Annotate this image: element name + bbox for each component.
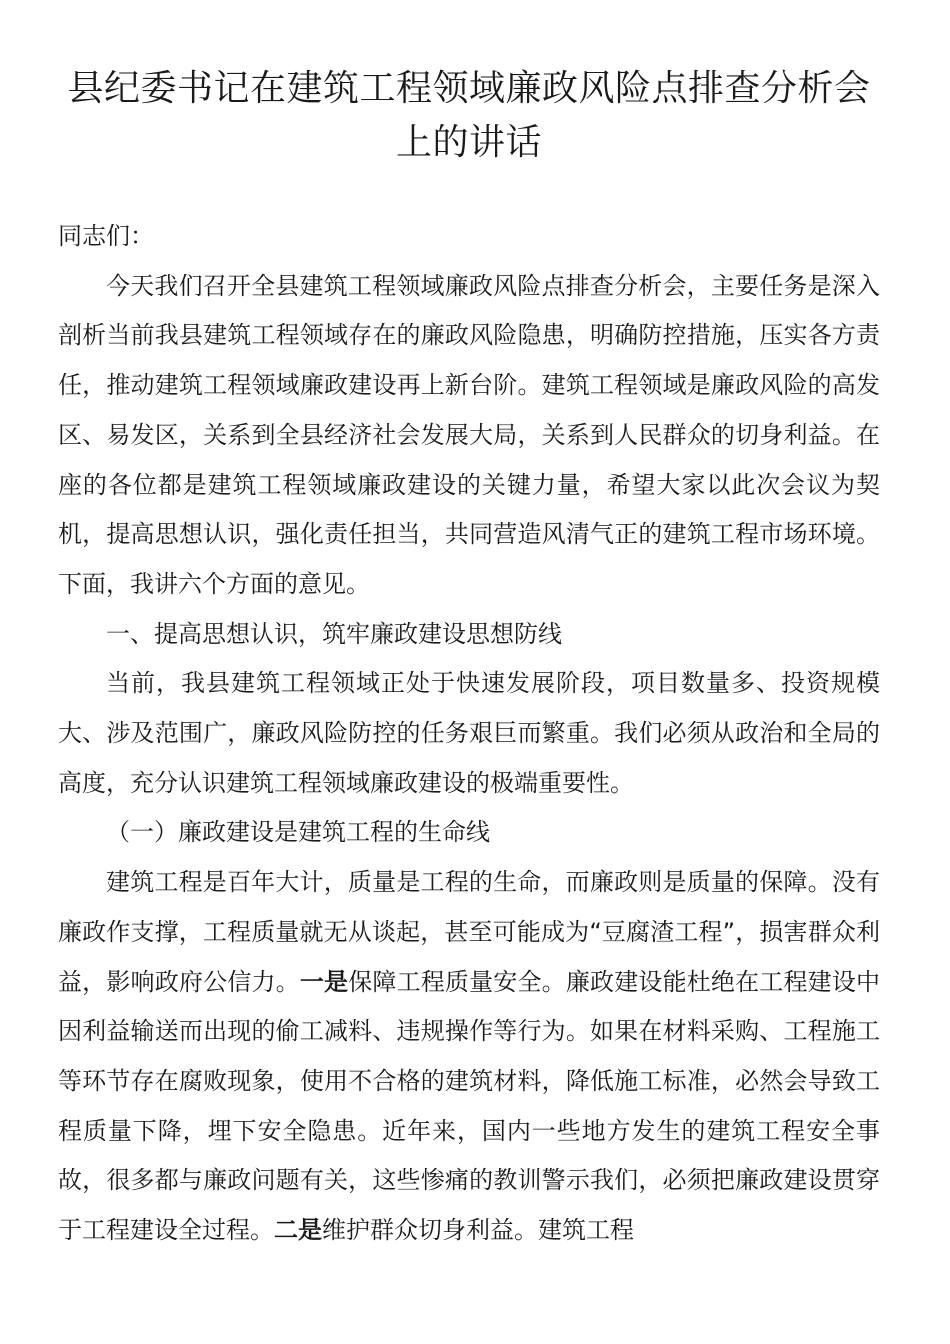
section-heading: 一、提高思想认识，筑牢廉政建设思想防线 — [106, 619, 562, 648]
salutation: 同志们： — [58, 222, 154, 250]
intro-paragraph: 今天我们召开全县建筑工程领域廉政风险点排查分析会，主要任务是深入剖析当前我县建筑工程领域存在的廉政风险隐患，明确防控措施，压实各方责任，推动建筑工程领域廉政建设再上新台阶。建筑工程领域是廉政风险的高发区、易发区，关系到全县经济社会发展大局，关系到人民群众的切身利益。在座的各位都是建筑工程领域廉政建设的关键力量，希望大家以此次会议为契机，提高思想认识，强化责任担当，共同营造风清气正的建筑工程市场环境。下面，我讲六个方面的意见。 — [58, 271, 880, 598]
document-page — [58, 62, 880, 1256]
point-two-label: 二是 — [274, 1216, 322, 1245]
subsection-text-part-c: 维护群众切身利益。建筑工程 — [322, 1216, 634, 1245]
subsection-text-part-b: 保障工程质量安全。廉政建设能杜绝在工程建设中因利益输送而出现的偷工减料、违规操作等行为。如果在材料采购、工程施工等环节存在腐败现象，使用不合格的建筑材料，降低施工标准，必然会导致工程质量下降，埋下安全隐患。近年来，国内一些地方发生的建筑工程安全事故，很多都与廉政问题有关，这些惨痛的教训警示我们，必须把廉政建设贯穿于工程建设全过程。 — [58, 967, 881, 1245]
section-paragraph: 当前，我县建筑工程领域正处于快速发展阶段，项目数量多、投资规模大、涉及范围广，廉政风险防控的任务艰巨而繁重。我们必须从政治和全局的高度，充分认识建筑工程领域廉政建设的极端重要性。 — [58, 669, 880, 797]
subsection-text-part-a: 建筑工程是百年大计，质量是工程的生命，而廉政则是质量的保障。没有廉政作支撑，工程质量就无从谈起，甚至可能成为“豆腐渣工程”，损害群众利益，影响政府公信力。 — [58, 868, 880, 996]
document-title: 县纪委书记在建筑工程领域廉政风险点排查分析会上的讲话 — [67, 68, 871, 163]
subsection-paragraph — [58, 858, 880, 1256]
subsection-heading: （一）廉政建设是建筑工程的生命线 — [106, 818, 490, 847]
point-one-label: 一是 — [299, 967, 349, 996]
